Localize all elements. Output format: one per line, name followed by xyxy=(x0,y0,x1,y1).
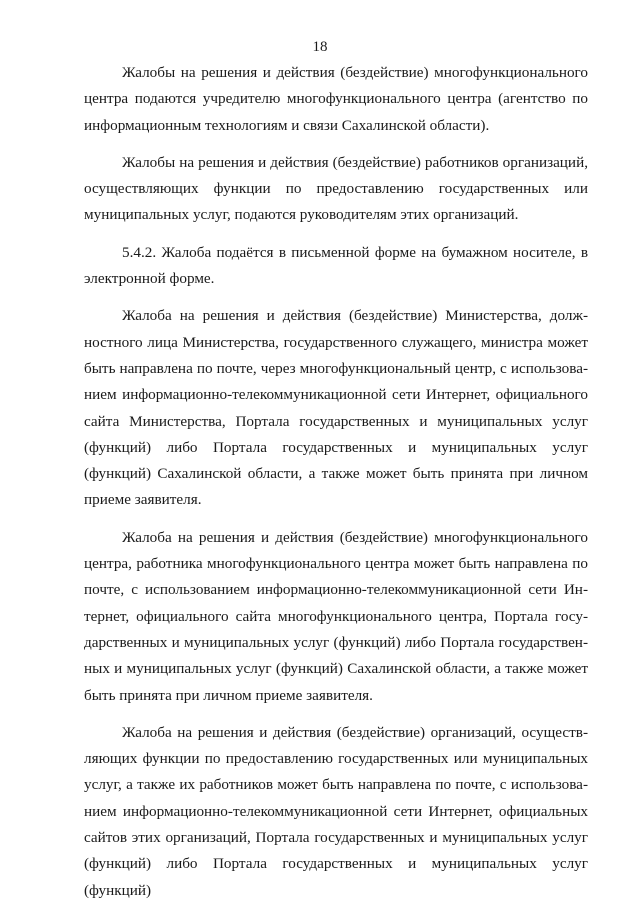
paragraph-ministry-complaint: Жалоба на решения и действия (бездействие) Министерства, должностного лица Министерства, государственного служащего, министра может быть направлена по почте, через многофункциональный центр, с использованием информационно-телекоммуникационной сети Интернет, официального сайта Министерства, Портала государственных и муниципальных услуг (функций) либо Портала государственных и муниципальных услуг (функций) Сахалинской области, а также может быть принята при личном приеме заявителя. xyxy=(84,307,588,509)
paragraph-mfc-complaint: Жалоба на решения и действия (бездействие) многофункционального центра, работника многофункционального центра может быть направлена по почте, с использованием информационно-телекоммуникационной сети Интернет, официального сайта многофункционального центра, Портала государственных и муниципальных услуг (функций) либо Портала государственных и муниципальных услуг (функций) Сахалинской области, а также может быть принята при личном приеме заявителя. xyxy=(84,528,588,704)
document-body xyxy=(84,60,588,904)
page-number: 18 xyxy=(312,39,328,55)
paragraph-organizations-complaint: Жалоба на решения и действия (бездействие) организаций, осуществляющих функции по предоставлению государственных или муниципальных услуг, а также их работников может быть направлена по почте, с использованием информационно-телекоммуникационной сети Интернет, официальных сайтов этих организаций, Портала государственных и муниципальных услуг (функций) либо Портала государственных и муниципальных услуг (функций) xyxy=(84,723,588,899)
paragraph-5-4-2: 5.4.2. Жалоба подаётся в письменной форме на бумажном носителе, в электронной форме. xyxy=(84,243,588,288)
paragraph-organization-complaints: Жалобы на решения и действия (бездействие) работников организаций, осуществляющих функции по предоставлению государственных или муниципальных услуг, подаются руководителям этих организаций. xyxy=(84,153,588,224)
paragraph-mfc-complaints: Жалобы на решения и действия (бездействие) многофункционального центра подаются учредителю многофункционального центра (агентство по информационным технологиям и связи Сахалинской области). xyxy=(84,64,588,134)
